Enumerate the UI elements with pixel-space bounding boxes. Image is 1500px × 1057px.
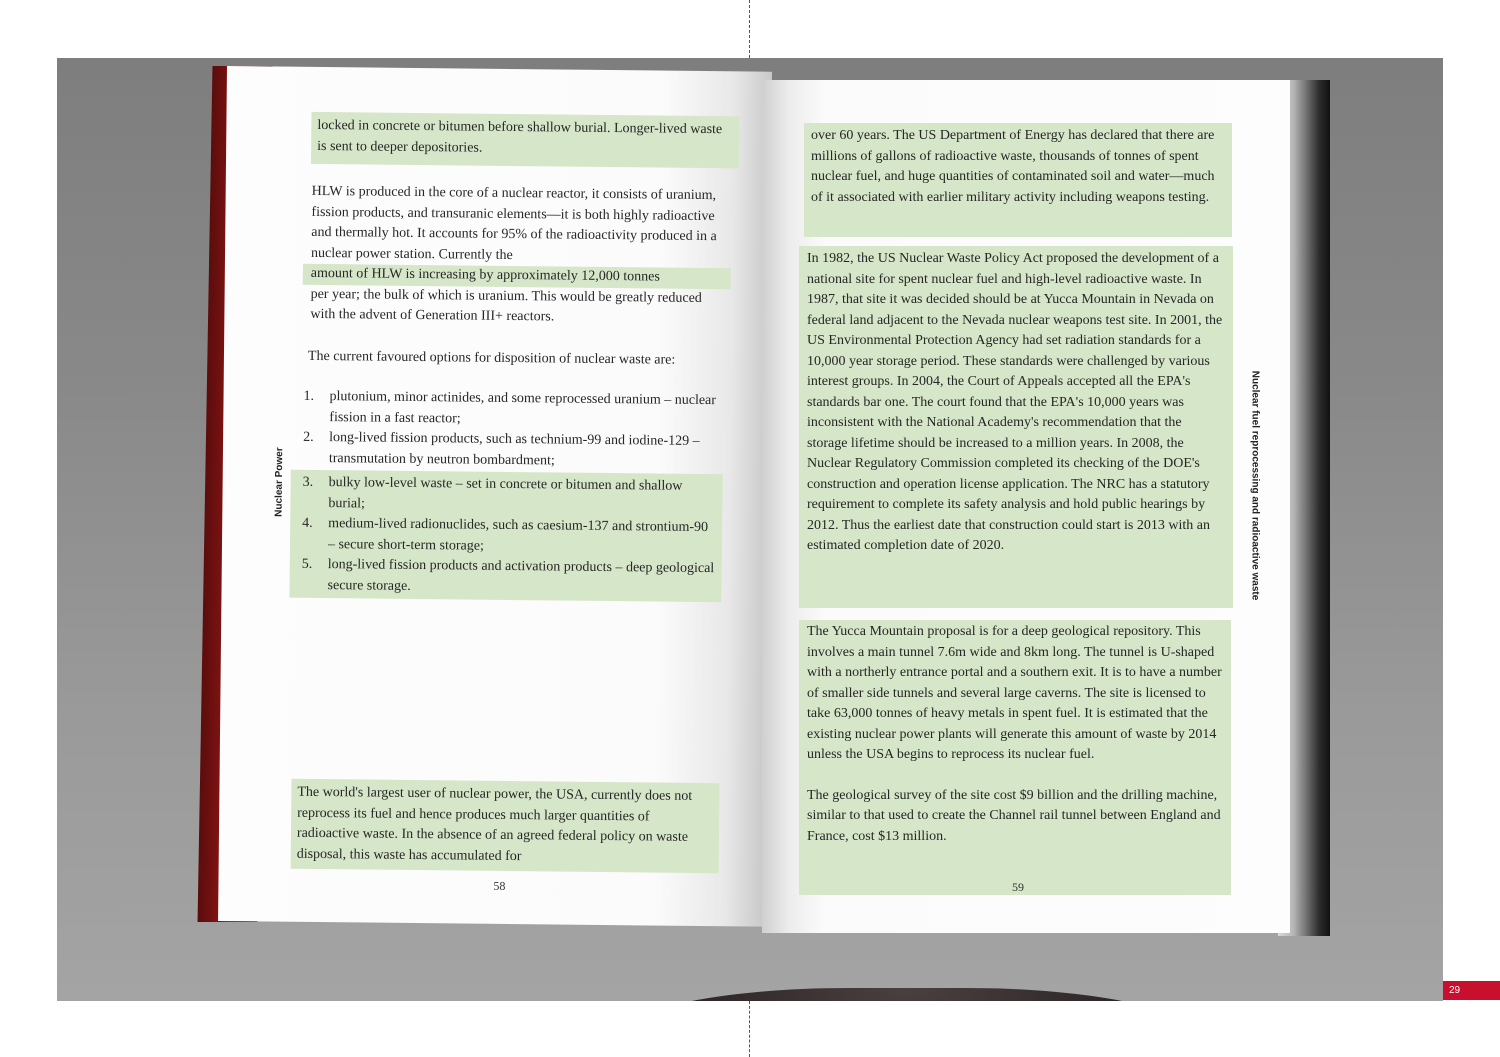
list-item-text: medium-lived radionuclides, such as caesium-137 and strontium-90 – secure short-term storage; <box>327 516 709 554</box>
options-intro: The current favoured options for disposition of nuclear waste are: <box>307 348 676 368</box>
left-page <box>218 66 772 927</box>
block-3a-text: The Yucca Mountain proposal is for a deep geological repository. This involves a main tunnel 7.6m wide and 8km long. The tunnel is U-shaped with a northerly entrance portal and a southern exit. It is to have a number of smaller side tunnels and several large caverns. The site is licensed to take 63,000 tonnes of heavy metals in spent fuel. It is estimated that the existing nuclear power plants will generate this amount of waste by 2014 unless the USA begins to reprocess its nuclear fuel. <box>807 624 1222 762</box>
list-item-text: bulky low-level waste – set in concrete or bitumen and shallow burial; <box>328 475 683 511</box>
right-page <box>762 80 1290 933</box>
highlight-block-list <box>289 470 722 603</box>
hlw-highlight: amount of HLW is increasing by approximately 12,000 tonnes <box>303 264 731 289</box>
highlight-block-3 <box>799 620 1231 895</box>
hand-holding-book <box>612 988 1202 1001</box>
list-item-number: 2. <box>303 429 314 445</box>
highlight-block-2 <box>799 246 1233 608</box>
list-item <box>303 387 733 433</box>
list-item <box>302 514 716 559</box>
list-item <box>303 428 733 474</box>
list-item <box>301 555 715 600</box>
block-bottom-text: The world's largest user of nuclear power, the USA, currently does not reprocess its fuel and hence produces much larger quantities of radioactive waste. In the absence of an agreed federal policy on waste disposal, this waste has accumulated for <box>296 784 693 864</box>
list-item-number: 3. <box>302 474 314 490</box>
block-1-text: over 60 years. The US Department of Energy has declared that there are millions of gallons of radioactive waste, thousands of tonnes of spent nuclear fuel, and huge quantities of contaminated soil and water—much of it associated with earlier military activity including weapons testing. <box>811 128 1215 205</box>
list-item <box>302 473 716 518</box>
running-head-left: Nuclear Power <box>273 447 286 517</box>
highlight-block-1 <box>804 123 1232 237</box>
highlight-block-top <box>311 112 740 168</box>
running-head-right: Nuclear fuel reprocessing and radioactive waste <box>1249 370 1261 601</box>
fold-mark-bottom <box>749 1001 750 1057</box>
sheet-number-badge: 29 <box>1443 981 1500 1000</box>
block-2-text: In 1982, the US Nuclear Waste Policy Act proposed the development of a national site for spent nuclear fuel and high-level radioactive waste. In 1987, that site it was decided should be at Yucca Mountain in Nevada on federal land adjacent to the Nevada nuclear weapons test site. In 2001, the US Environmental Protection Agency had set radiation standards for a 10,000 year storage period. These standards were challenged by various interest groups. In 2004, the Court of Appeals accepted all the EPA's standards bar one. The court found that the EPA's 10,000 years was inconsistent with the National Academy's recommendation that the storage lifetime should be increased to a million years. In 2008, the Nuclear Regulatory Commission completed its checking of the DOE's construction and operation license application. The NRC has a statutory requirement to complete its safety analysis and hold public hearings by 2012. Thus the earliest date that construction could start is 2013 with an estimated completion date of 2020. <box>807 251 1223 553</box>
options-list-plain <box>303 387 734 473</box>
fold-mark-top <box>749 0 750 58</box>
list-item-number: 4. <box>302 515 313 531</box>
page-number-left: 58 <box>493 878 506 893</box>
list-item-text: long-lived fission products and activation products – deep geological secure storage. <box>327 557 715 594</box>
hlw-text-3: per year; the bulk of which is uranium. This would be greatly reduced with the advent of Generation III+ reactors. <box>310 286 702 325</box>
page-number-right: 59 <box>1012 880 1024 894</box>
list-item-number: 1. <box>303 388 315 404</box>
list-item-text: long-lived fission products, such as technium-99 and iodine-129 – transmutation by neutron bombardment; <box>328 430 700 468</box>
block-3b-text: The geological survey of the site cost $9 billion and the drilling machine, similar to that used to create the Channel rail tunnel between England and France, cost $13 million. <box>807 787 1221 844</box>
highlight-block-bottom <box>291 779 720 873</box>
list-item-text: plutonium, minor actinides, and some reprocessed uranium – nuclear fission in a fast reactor; <box>329 389 717 426</box>
hlw-text-1: HLW is produced in the core of a nuclear reactor, it consists of uranium, fission products, and transuranic elements—it is both highly radioactive and thermally hot. It accounts for 95% of the radioactivity produced in a nuclear power station. Currently the <box>310 183 717 263</box>
hlw-paragraph <box>310 182 723 330</box>
block-top-text: locked in concrete or bitumen before shallow burial. Longer-lived waste is sent to deeper depositories. <box>317 117 723 156</box>
list-item-number: 5. <box>301 556 313 572</box>
